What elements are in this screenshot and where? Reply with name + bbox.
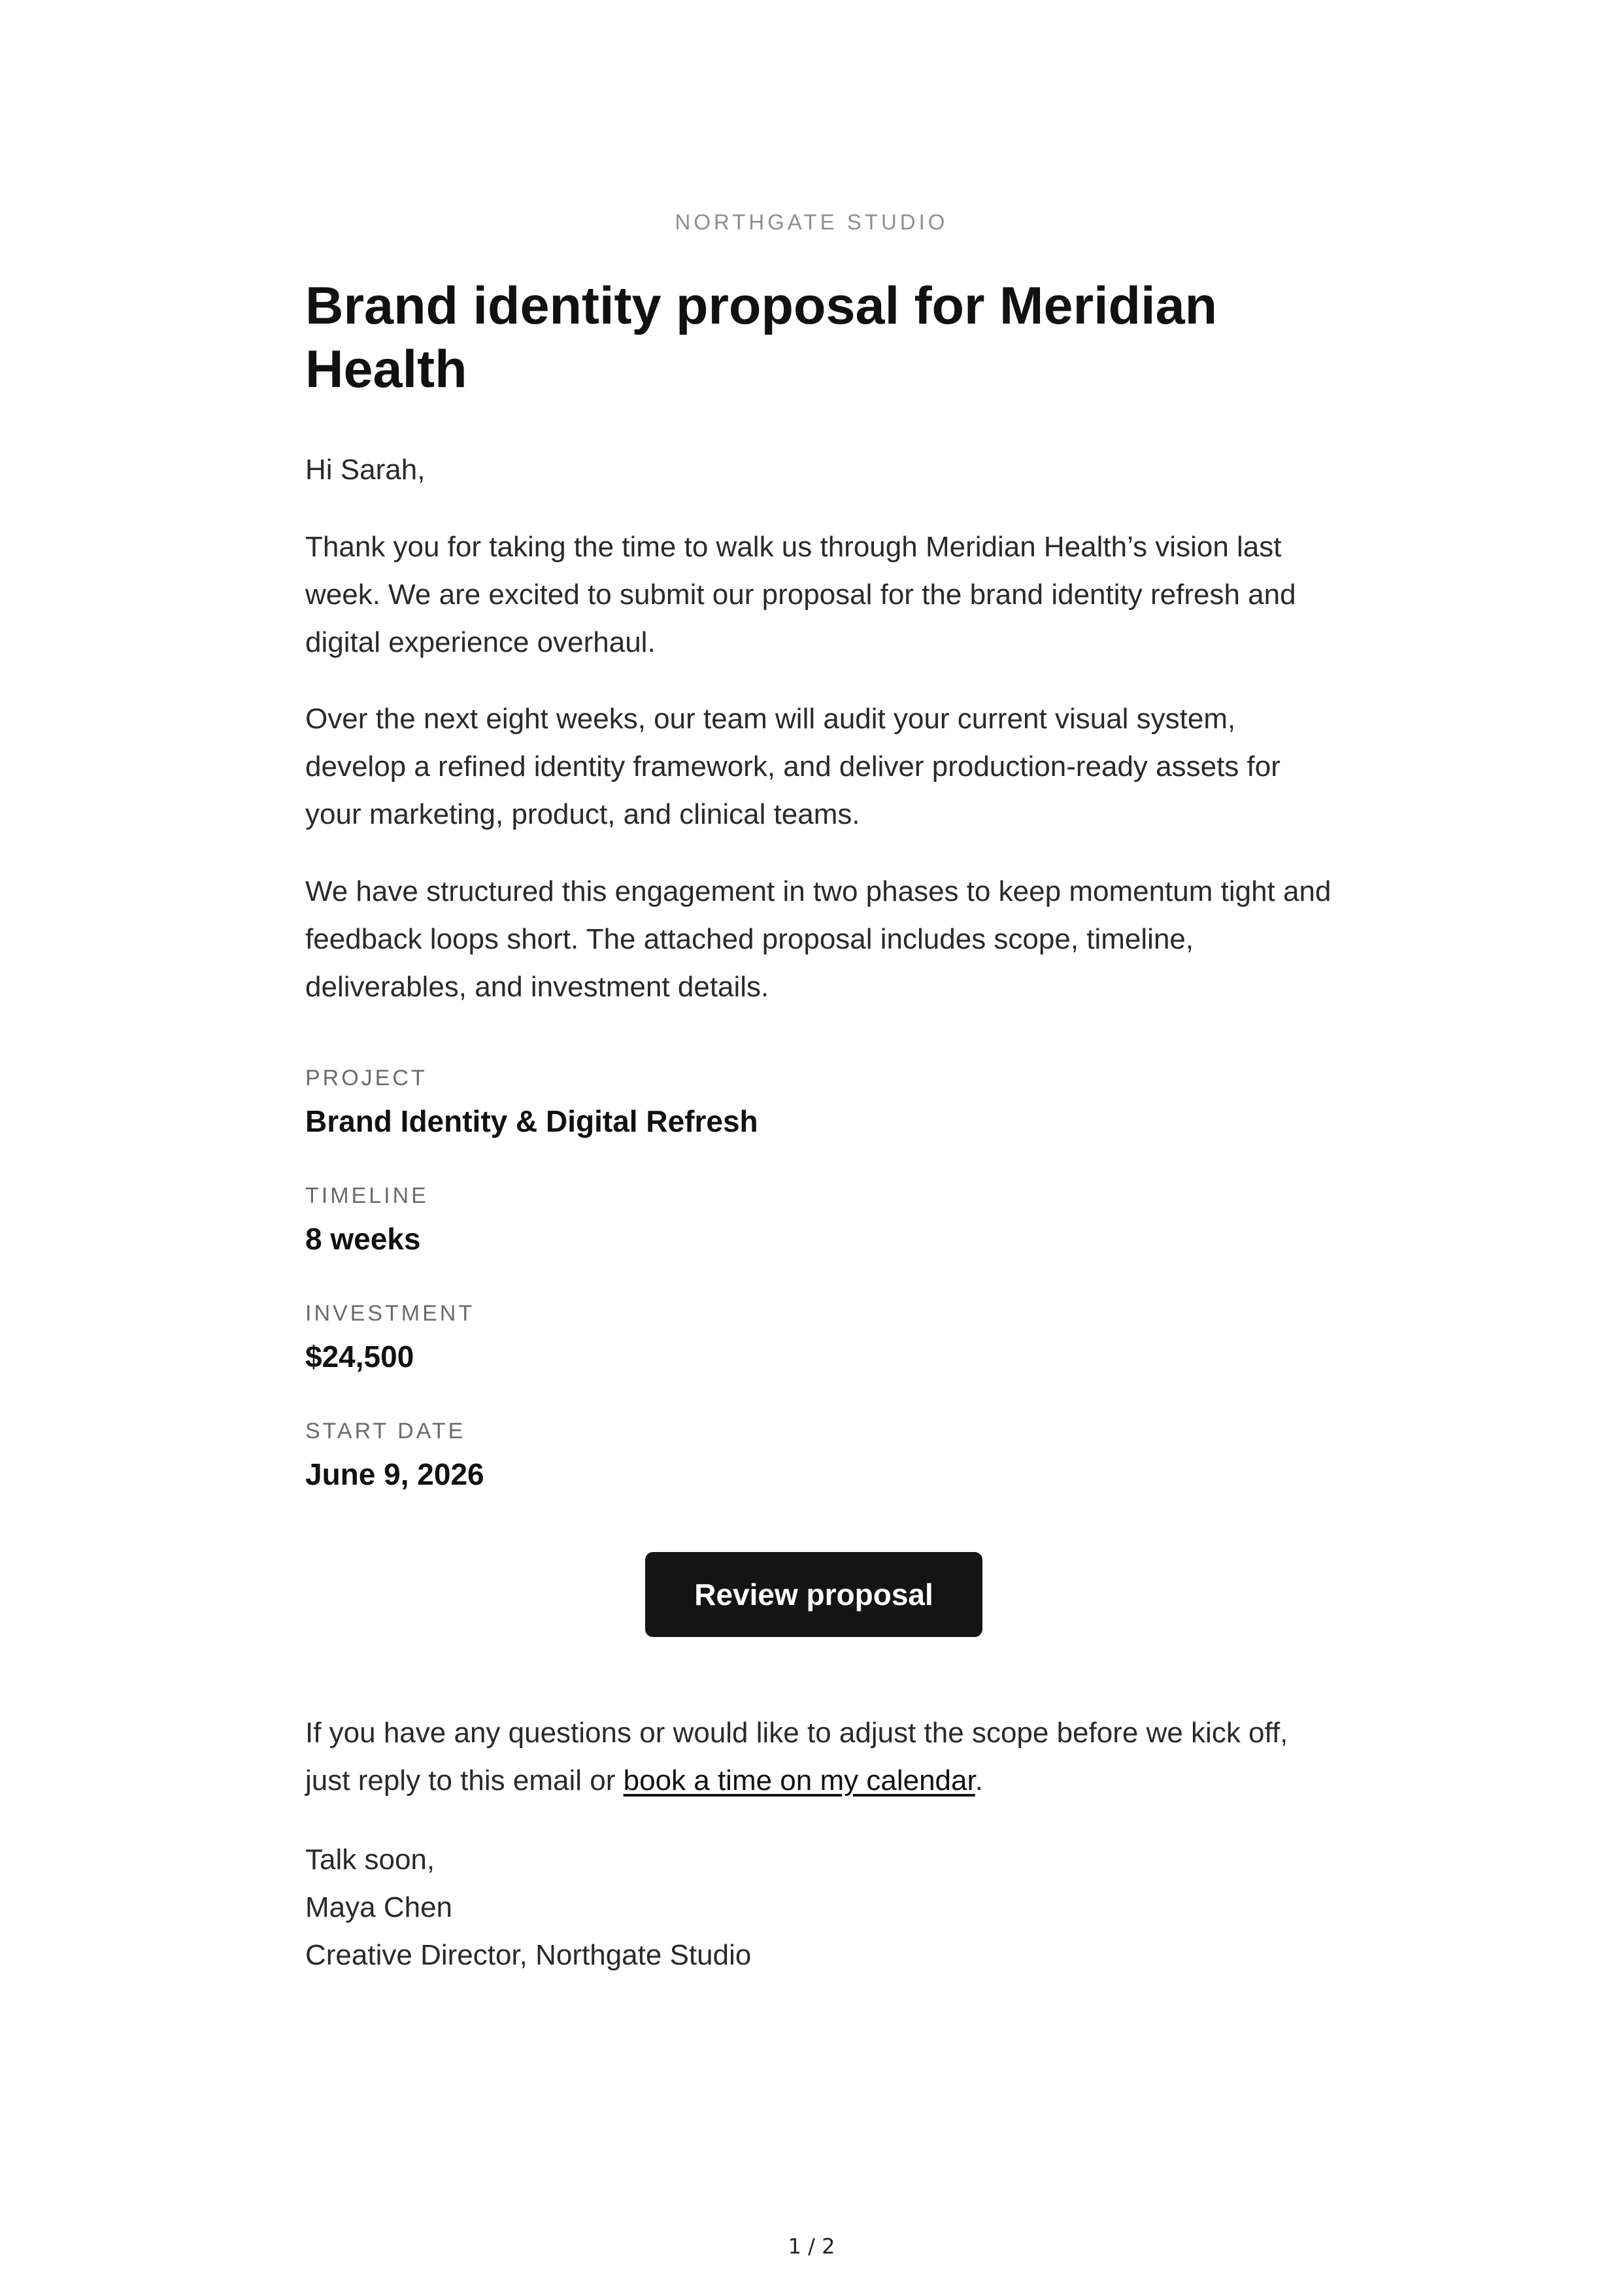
project-label: PROJECT <box>305 1066 427 1090</box>
paragraph-questions <box>305 1709 1338 1804</box>
questions-text-end: . <box>975 1764 983 1797</box>
project-value: Brand Identity & Digital Refresh <box>305 1104 758 1138</box>
signoff <box>305 1836 1338 1979</box>
email-title: Brand identity proposal for Meridian Health <box>305 277 1218 399</box>
brand-header: NORTHGATE STUDIO <box>675 210 948 234</box>
paragraph-structure: We have structured this engagement in two phases to keep momentum tight and feedback loops short. The attached proposal includes scope, timeline, deliverables, and investment details. <box>305 875 1331 1003</box>
start-date-value: June 9, 2026 <box>305 1457 484 1491</box>
start-date-label: START DATE <box>305 1419 466 1443</box>
review-proposal-button[interactable]: Review proposal <box>645 1552 982 1637</box>
signoff-role: Creative Director, Northgate Studio <box>305 1939 752 1971</box>
paragraph-plan: Over the next eight weeks, our team will audit your current visual system, develop a refined identity framework, and deliver production-ready assets for your marketing, product, and clinical teams. <box>305 703 1280 830</box>
questions-text: If you have any questions or would like to adjust the scope before we kick off, just reply to this email or <box>305 1717 1288 1797</box>
page-indicator: 1 / 2 <box>788 2234 835 2259</box>
signoff-line: Talk soon, <box>305 1844 435 1876</box>
timeline-label: TIMELINE <box>305 1183 429 1208</box>
signoff-name: Maya Chen <box>305 1891 453 1923</box>
timeline-value: 8 weeks <box>305 1222 421 1256</box>
investment-label: INVESTMENT <box>305 1301 475 1326</box>
calendar-link[interactable]: book a time on my calendar <box>623 1764 975 1797</box>
paragraph-intro: Thank you for taking the time to walk us through Meridian Health’s vision last week. We are excited to submit our proposal for the brand identity refresh and digital experience overhaul. <box>305 531 1296 658</box>
greeting: Hi Sarah, <box>305 454 426 486</box>
investment-value: $24,500 <box>305 1340 414 1374</box>
